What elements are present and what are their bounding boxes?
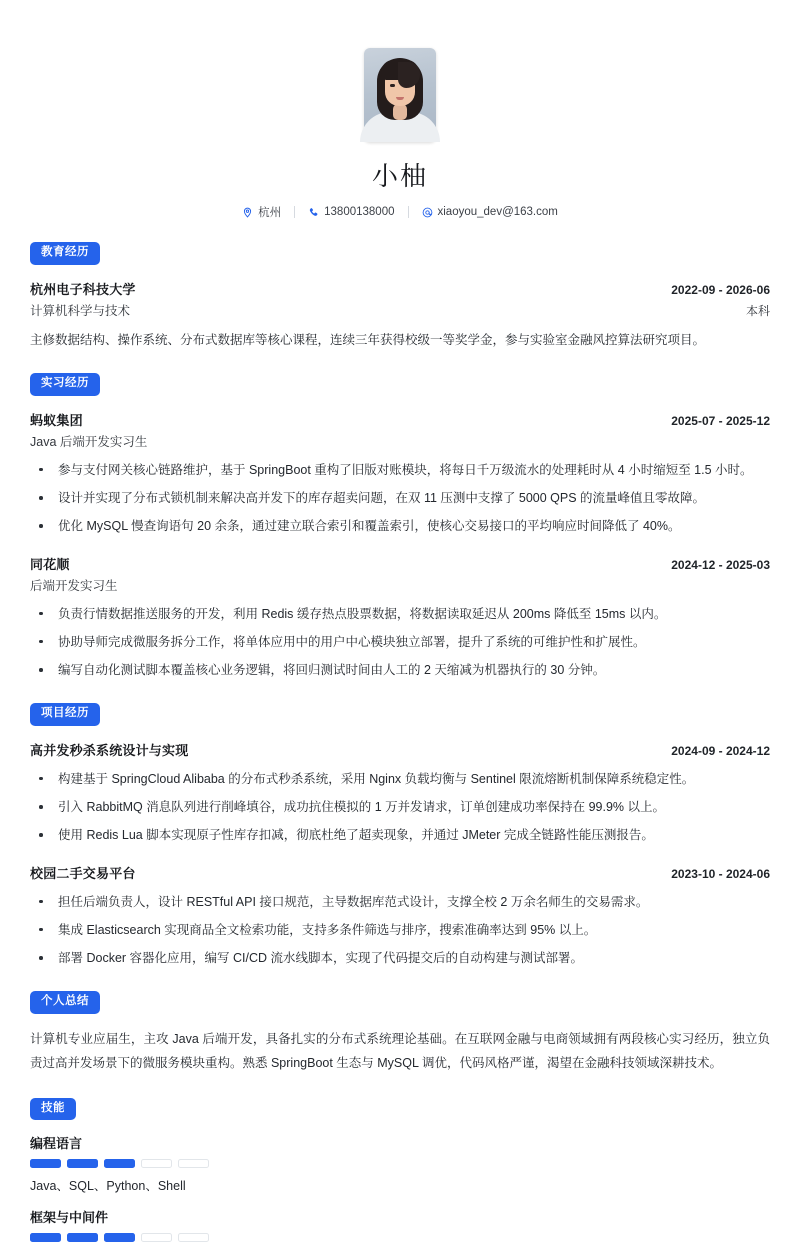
section-badge-education: 教育经历 (30, 242, 100, 265)
project-name: 高并发秒杀系统设计与实现 (30, 742, 189, 758)
section-projects (30, 703, 770, 969)
skill-group-name: 框架与中间件 (30, 1210, 109, 1226)
skill-group (30, 1133, 770, 1194)
skill-level-meter (30, 1159, 770, 1168)
section-badge-internship: 实习经历 (30, 373, 100, 396)
skill-group (30, 1207, 770, 1242)
internship-date: 2025-07 - 2025-12 (671, 413, 770, 428)
list-item: 使用 Redis Lua 脚本实现原子性库存扣减，彻底杜绝了超卖现象，并通过 JMeter 完成全链路性能压测报告。 (30, 824, 770, 846)
education-major: 计算机科学与技术 (30, 303, 131, 318)
internship-company: 同花顺 (30, 556, 70, 572)
contact-location (242, 204, 281, 220)
skill-level-block (178, 1159, 209, 1168)
list-item: 负责行情数据推送服务的开发，利用 Redis 缓存热点股票数据，将数据读取延迟从 200ms 降低至 15ms 以内。 (30, 603, 770, 625)
section-badge-skills: 技能 (30, 1098, 76, 1121)
contact-email-text: xiaoyou_dev@163.com (437, 206, 558, 218)
summary-text: 计算机专业应届生，主攻 Java 后端开发，具备扎实的分布式系统理论基础。在互联网金融与电商领域拥有两段核心实习经历，独立负责过高并发场景下的微服务模块重构。熟悉 SpringBoot 生态与 MySQL 调优，代码风格严谨，渴望在金融科技领域深耕技术。 (30, 1031, 770, 1071)
section-internship (30, 373, 770, 681)
list-item: 协助导师完成微服务拆分工作，将单体应用中的用户中心模块独立部署，提升了系统的可维护性和扩展性。 (30, 631, 770, 653)
project-name: 校园二手交易平台 (30, 865, 136, 881)
page-title: 小柚 (371, 161, 428, 191)
contact-phone-text: 13800138000 (324, 206, 395, 218)
contact-divider (408, 206, 409, 218)
skill-level-block (67, 1159, 98, 1168)
education-date: 2022-09 - 2026-06 (671, 282, 770, 297)
contact-phone (308, 206, 394, 218)
skill-level-block (104, 1159, 135, 1168)
section-skills (30, 1098, 770, 1242)
skill-group-name: 编程语言 (30, 1136, 83, 1152)
skill-level-block (30, 1233, 61, 1242)
list-item: 引入 RabbitMQ 消息队列进行削峰填谷，成功抗住模拟的 1 万并发请求，订单创建成功率保持在 99.9% 以上。 (30, 796, 770, 818)
list-item: 编写自动化测试脚本覆盖核心业务逻辑，将回归测试时间由人工的 2 天缩减为机器执行的 30 分钟。 (30, 659, 770, 681)
list-item: 设计并实现了分布式锁机制来解决高并发下的库存超卖问题，在双 11 压测中支撑了 5000 QPS 的流量峰值且零故障。 (30, 487, 770, 509)
list-item: 部署 Docker 容器化应用，编写 CI/CD 流水线脚本，实现了代码提交后的自动构建与测试部署。 (30, 947, 770, 969)
list-item: 优化 MySQL 慢查询语句 20 余条，通过建立联合索引和覆盖索引，使核心交易接口的平均响应时间降低了 40%。 (30, 515, 770, 537)
skill-level-block (141, 1233, 172, 1242)
project-date: 2023-10 - 2024-06 (671, 866, 770, 881)
project-date: 2024-09 - 2024-12 (671, 743, 770, 758)
internship-company: 蚂蚁集团 (30, 412, 83, 428)
project-entry (30, 740, 770, 847)
internship-role: 后端开发实习生 (30, 578, 118, 593)
contact-email (422, 206, 558, 218)
section-summary (30, 991, 770, 1075)
project-bullets (30, 891, 770, 970)
education-degree: 本科 (745, 303, 770, 318)
skill-level-block (67, 1233, 98, 1242)
internship-bullets (30, 459, 770, 538)
project-entry (30, 863, 770, 970)
section-badge-projects: 项目经历 (30, 703, 100, 726)
avatar (364, 48, 436, 142)
internship-entry (30, 554, 770, 682)
section-badge-summary: 个人总结 (30, 991, 100, 1014)
skill-level-block (178, 1233, 209, 1242)
skill-level-block (30, 1159, 61, 1168)
list-item: 构建基于 SpringCloud Alibaba 的分布式秒杀系统，采用 Nginx 负载均衡与 Sentinel 限流熔断机制保障系统稳定性。 (30, 768, 770, 790)
phone-icon (308, 207, 319, 218)
section-education (30, 242, 770, 351)
list-item: 参与支付网关核心链路维护，基于 SpringBoot 重构了旧版对账模块，将每日千万级流水的处理耗时从 4 小时缩短至 1.5 小时。 (30, 459, 770, 481)
internship-date: 2024-12 - 2025-03 (671, 557, 770, 572)
location-icon (242, 207, 253, 218)
skill-level-block (141, 1159, 172, 1168)
contact-location-text: 杭州 (258, 207, 282, 219)
education-entry (30, 279, 770, 352)
education-description: 主修数据结构、操作系统、分布式数据库等核心课程，连续三年获得校级一等奖学金，参与实验室金融风控算法研究项目。 (30, 332, 706, 347)
list-item: 集成 Elasticsearch 实现商品全文检索功能，支持多条件筛选与排序，搜索准确率达到 95% 以上。 (30, 919, 770, 941)
internship-entry (30, 410, 770, 538)
project-bullets (30, 768, 770, 847)
list-item: 担任后端负责人，设计 RESTful API 接口规范，主导数据库范式设计，支撑全校 2 万余名师生的交易需求。 (30, 891, 770, 913)
email-icon (422, 207, 433, 218)
internship-bullets (30, 603, 770, 682)
skill-group-items: Java、SQL、Python、Shell (30, 1179, 186, 1194)
education-school: 杭州电子科技大学 (30, 281, 136, 297)
skill-level-block (104, 1233, 135, 1242)
skill-level-meter (30, 1233, 770, 1242)
resume-header (30, 40, 770, 220)
internship-role: Java 后端开发实习生 (30, 434, 148, 449)
contact-divider (294, 206, 295, 218)
contact-bar (242, 204, 558, 220)
